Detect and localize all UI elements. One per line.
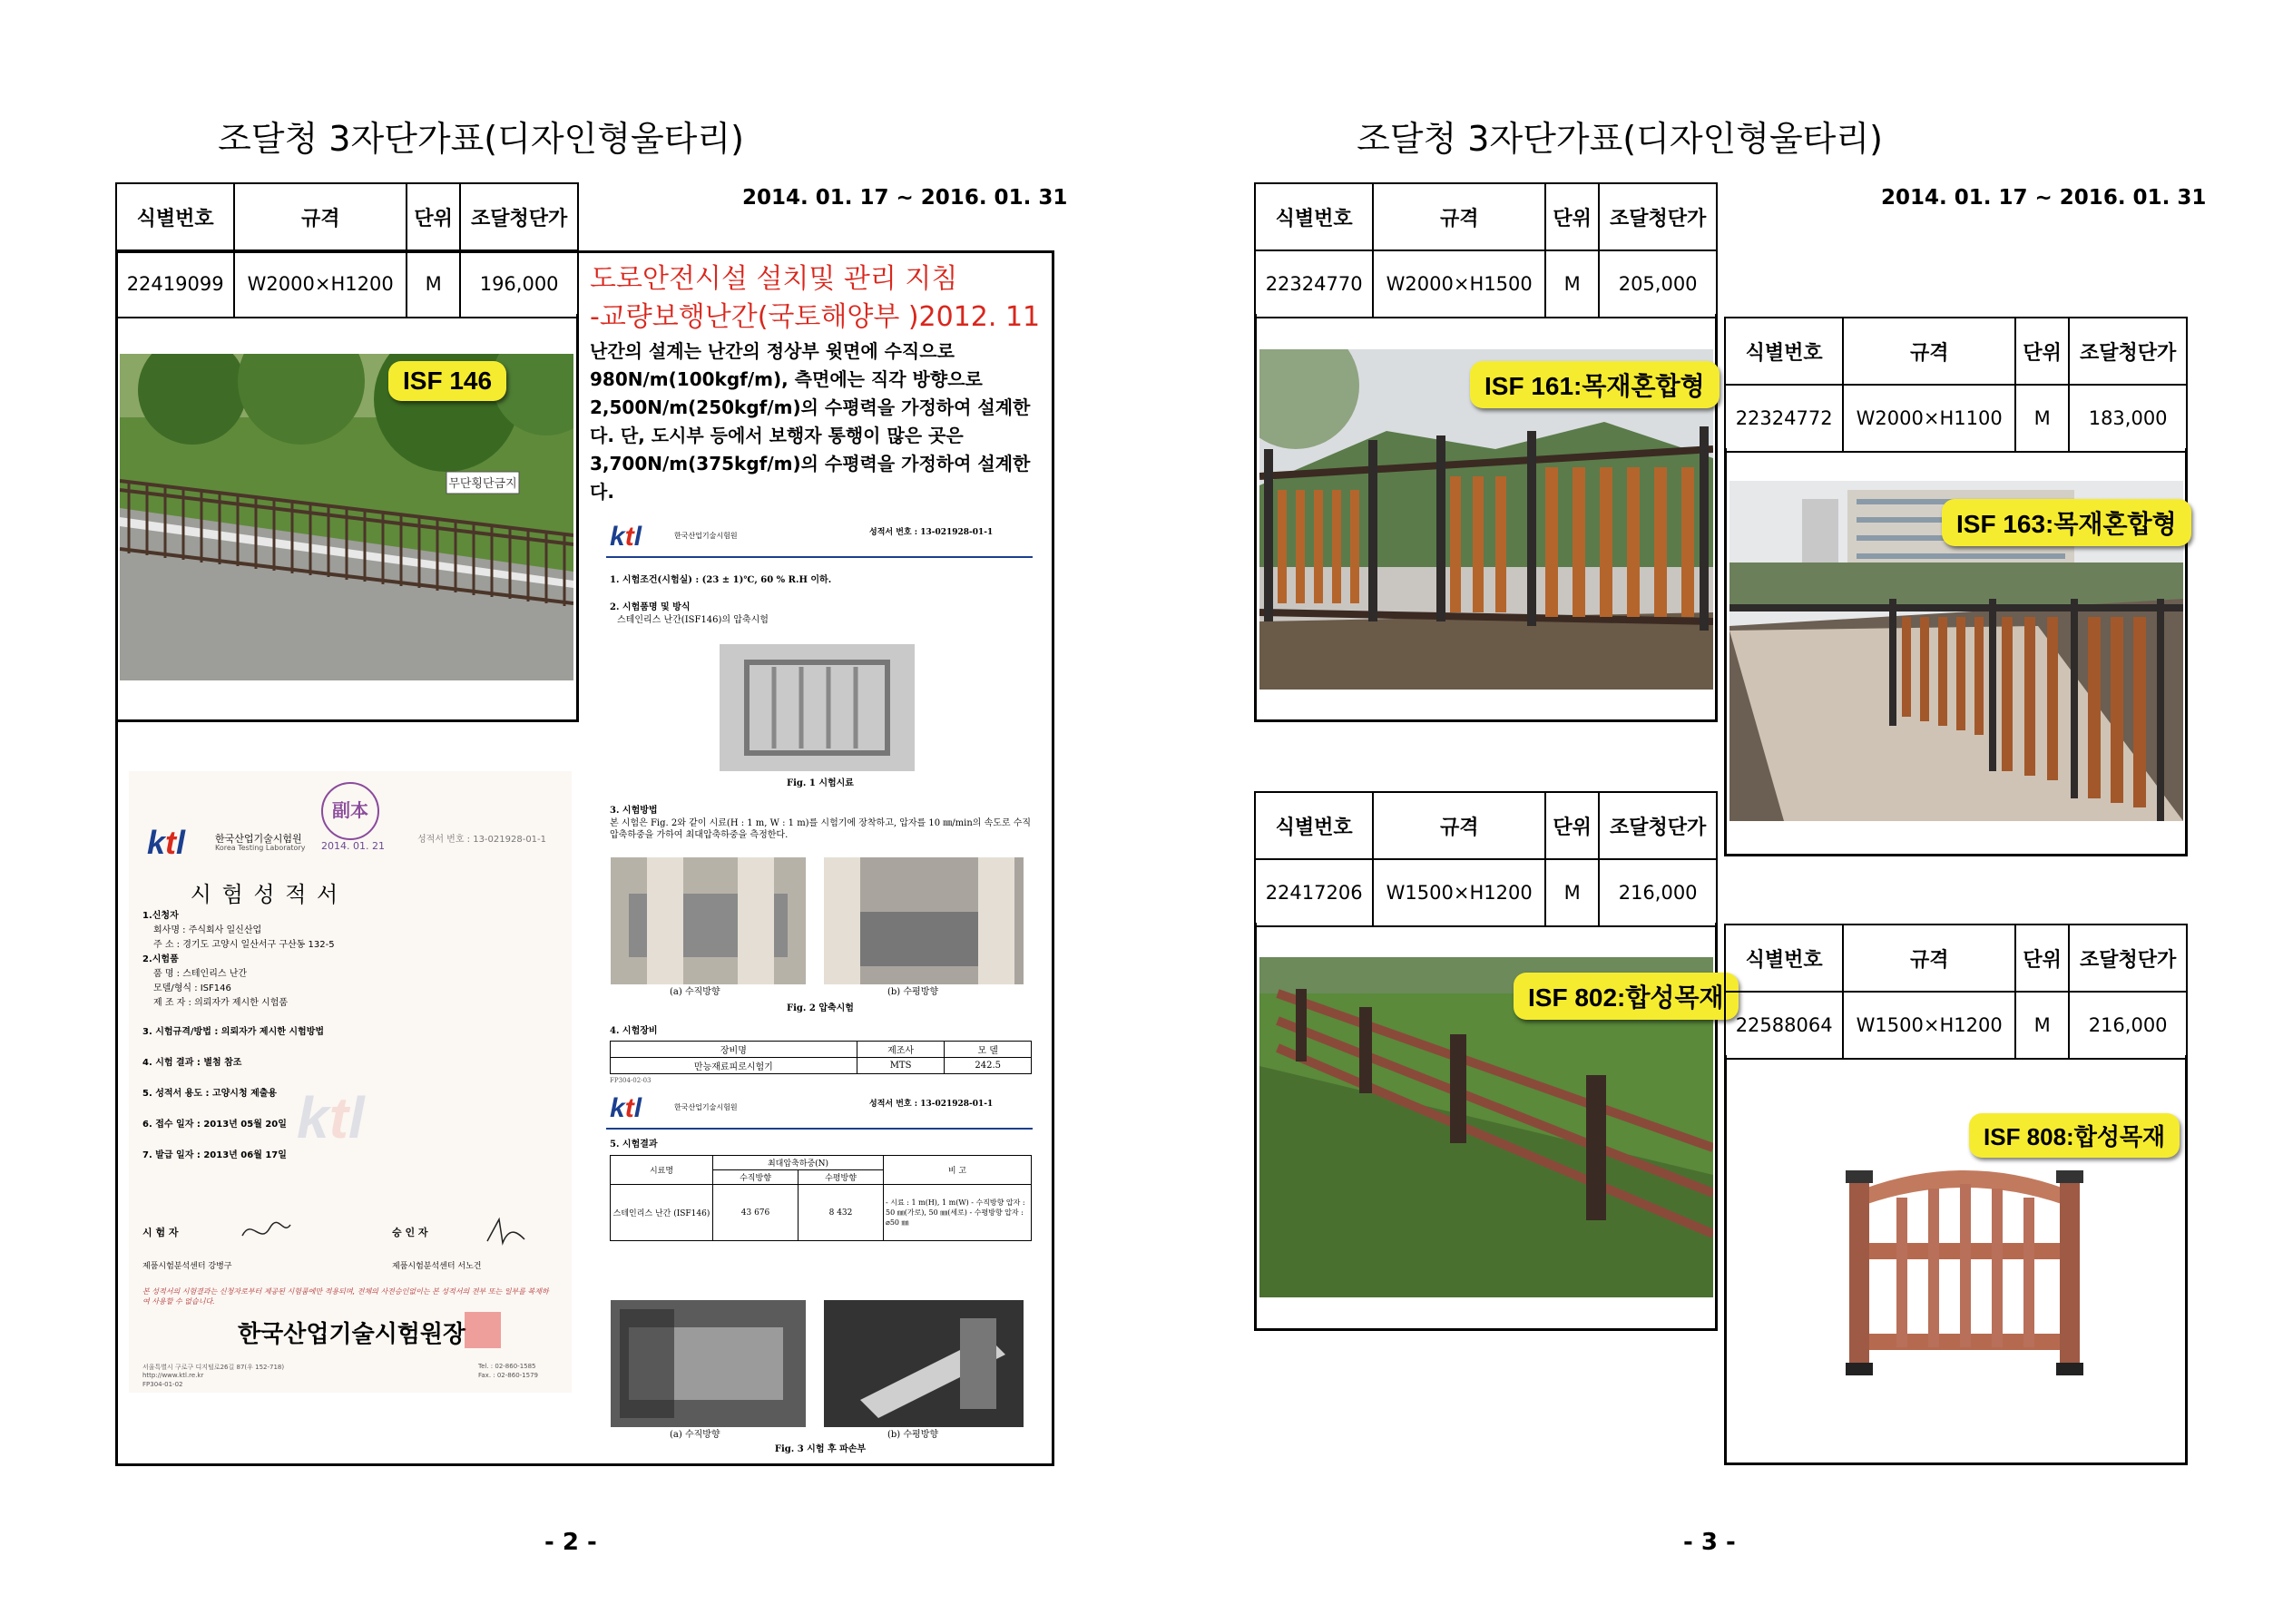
- cert-footer-tel: Tel. : 02-860-1585: [478, 1363, 536, 1370]
- cell-spec: W2000×H1100: [1843, 385, 2015, 452]
- fig1-photo: [720, 644, 915, 771]
- cell-id: 22588064: [1725, 992, 1843, 1059]
- cert-footer-addr: 서울특별시 구로구 디지털로26길 87(우 152-718): [142, 1364, 285, 1371]
- result-cell: 8 432: [799, 1185, 884, 1241]
- cert-item: 5. 성적서 용도 : 고양시청 제출용: [142, 1089, 278, 1099]
- equip-header: 모 델: [945, 1042, 1032, 1058]
- cert-footer-web: http://www.ktl.re.kr: [142, 1372, 204, 1379]
- cert-heading: 시 험 성 적 서: [190, 882, 340, 907]
- cell-unit: M: [1545, 250, 1599, 318]
- cell-id: 22324770: [1255, 250, 1373, 318]
- header-id: 식별번호: [1255, 792, 1373, 859]
- report-no: 성적서 번호 : 13-021928-01-1: [869, 528, 994, 537]
- header-id: 식별번호: [1725, 318, 1843, 385]
- cell-id: 22419099: [116, 250, 234, 318]
- tester-label: 시 험 자: [142, 1227, 179, 1238]
- result-header: 최대압축하중(N): [713, 1156, 884, 1170]
- product-table-161: [1254, 182, 1718, 318]
- cert-item: 품 명 : 스테인리스 난간: [153, 969, 248, 979]
- result-header: 비 고: [884, 1156, 1032, 1185]
- product-table-808: [1724, 924, 2188, 1060]
- cell-unit: M: [1545, 859, 1599, 926]
- cert-item: 4. 시험 결과 : 별첨 참조: [142, 1058, 242, 1068]
- fig1-caption: Fig. 1 시험시료: [787, 778, 854, 788]
- header-spec: 규격: [1373, 183, 1545, 250]
- header-unit: 단위: [2015, 318, 2069, 385]
- cert-signature: 한국산업기술시험원장: [238, 1321, 466, 1348]
- equip-table: [610, 1041, 1032, 1074]
- cert-org-en: Korea Testing Laboratory: [215, 844, 306, 852]
- isf161-label: ISF 161:목재혼합형: [1470, 361, 1720, 408]
- equip-cell: 242.5: [945, 1058, 1032, 1074]
- right-page-title: 조달청 3자단가표(디자인형울타리): [1357, 119, 1883, 159]
- fig3-caption: Fig. 3 시험 후 파손부: [774, 1444, 867, 1454]
- cert-item: 모델/형식 : ISF146: [153, 983, 231, 993]
- ktl-logo: ktl: [610, 522, 642, 552]
- cell-price: 216,000: [1599, 859, 1717, 926]
- equip-cell: 만능재료피로시험기: [611, 1058, 857, 1074]
- guideline-title-2: -교량보행난간(국토해양부 )2012. 11: [590, 301, 1041, 333]
- result-cell: 43 676: [713, 1185, 799, 1241]
- cert-footer-fax: Fax. : 02-860-1579: [478, 1372, 538, 1379]
- header-unit: 단위: [407, 183, 460, 250]
- fig2a-photo: [611, 857, 806, 984]
- header-spec: 규격: [1843, 318, 2015, 385]
- cell-unit: M: [2015, 992, 2069, 1059]
- cert-item: 1.신청자: [142, 911, 179, 921]
- result-header: 시료명: [611, 1156, 713, 1185]
- header-price: 조달청단가: [2069, 925, 2187, 992]
- cert-item: 3. 시험규격/방법 : 의뢰자가 제시한 시험방법: [142, 1027, 325, 1037]
- cell-spec: W2000×H1500: [1373, 250, 1545, 318]
- ktl-logo-2: ktl: [610, 1093, 642, 1123]
- header-id: 식별번호: [1255, 183, 1373, 250]
- header-price: 조달청단가: [2069, 318, 2187, 385]
- report-s1: 1. 시험조건(시험실) : (23 ± 1)℃, 60 % R.H 이하.: [610, 575, 832, 585]
- report-no-2: 성적서 번호 : 13-021928-01-1: [869, 1100, 994, 1109]
- left-page-title: 조달청 3자단가표(디자인형울타리): [218, 119, 744, 159]
- header-id: 식별번호: [1725, 925, 1843, 992]
- header-spec: 규격: [234, 183, 407, 250]
- report-s5: 5. 시험결과: [610, 1140, 658, 1150]
- report-org: 한국산업기술시험원: [674, 532, 738, 540]
- cert-item: 6. 접수 일자 : 2013년 05월 20일: [142, 1120, 287, 1130]
- cell-price: 196,000: [460, 250, 578, 318]
- fig3b-photo: [824, 1300, 1024, 1427]
- cert-org: 한국산업기술시험원: [215, 833, 302, 845]
- report-s2: 2. 시험품명 및 방식: [610, 602, 691, 612]
- cert-items: [142, 909, 406, 1163]
- report-s4: 4. 시험장비: [610, 1026, 658, 1036]
- cell-id: 22324772: [1725, 385, 1843, 452]
- test-report: [597, 513, 1044, 1456]
- fig3a-caption: (a) 수직방향: [670, 1430, 720, 1440]
- cert-item: 회사명 : 주식회사 일신산업: [153, 925, 262, 935]
- cell-unit: M: [407, 250, 460, 318]
- official-seal: [465, 1312, 501, 1348]
- right-page-number: - 3 -: [1683, 1529, 1736, 1556]
- isf808-product-image: [1842, 1161, 2087, 1379]
- guideline-body: 난간의 설계는 난간의 정상부 윗면에 수직으로 980N/m(100kgf/m), 측면에는 직각 방향으로 2,500N/m(250kgf/m)의 수평력을 가정하여 설계한다. 단, 도시부 등에서 보행자 통행이 많은 곳은 3,700N/m(375kgf/m)의 수평력을 가정하여 설계한다.: [590, 340, 1031, 503]
- cert-item: 제 조 자 : 의뢰자가 제시한 시험품: [153, 998, 289, 1008]
- approver-label: 승 인 자: [392, 1227, 428, 1238]
- header-unit: 단위: [2015, 925, 2069, 992]
- guideline-title-1: 도로안전시설 설치및 관리 지침: [590, 263, 958, 295]
- report-org-2: 한국산업기술시험원: [674, 1103, 738, 1111]
- stamp-date: 2014. 01. 21: [321, 840, 385, 852]
- cell-id: 22417206: [1255, 859, 1373, 926]
- result-cell: 스테인리스 난간 (ISF146): [611, 1185, 713, 1241]
- header-price: 조달청단가: [1599, 792, 1717, 859]
- ktl-logo: ktl: [147, 824, 186, 861]
- header-unit: 단위: [1545, 792, 1599, 859]
- product-table-802: [1254, 791, 1718, 927]
- tester-signature: [238, 1218, 292, 1245]
- isf146-label: ISF 146: [388, 361, 506, 401]
- fig2a-caption: (a) 수직방향: [670, 987, 720, 997]
- result-notes: - 시료 : 1 m(H), 1 m(W) - 수직방향 압자 : 50 ㎜(가로), 50 ㎜(세로) - 수평방향 압자 : ⌀50 ㎜: [884, 1185, 1032, 1241]
- cell-unit: M: [2015, 385, 2069, 452]
- isf146-photo: [120, 354, 573, 680]
- left-page-number: - 2 -: [544, 1529, 597, 1556]
- report-s3: 3. 시험방법: [610, 806, 658, 816]
- ktl-watermark: ktl: [297, 1085, 365, 1150]
- cert-report-no: 성적서 번호 : 13-021928-01-1: [417, 835, 547, 845]
- cell-spec: W2000×H1200: [234, 250, 407, 318]
- equip-header: 제조사: [857, 1042, 945, 1058]
- test-certificate: [129, 771, 572, 1393]
- tester-name: 제품시험분석센터 강병구: [142, 1262, 232, 1271]
- isf802-label: ISF 802:합성목재: [1514, 973, 1739, 1020]
- fig3a-photo: [611, 1300, 806, 1427]
- fig2-caption: Fig. 2 압축시험: [787, 1003, 854, 1013]
- cell-price: 183,000: [2069, 385, 2187, 452]
- product-table-163: [1724, 317, 2188, 453]
- cert-item: 7. 발급 일자 : 2013년 06월 17일: [142, 1150, 287, 1160]
- result-subheader: 수직방향: [713, 1170, 799, 1185]
- header-spec: 규격: [1373, 792, 1545, 859]
- equip-header: 장비명: [611, 1042, 857, 1058]
- cell-spec: W1500×H1200: [1373, 859, 1545, 926]
- left-date-range: 2014. 01. 17 ~ 2016. 01. 31: [742, 186, 1068, 210]
- fig2b-photo: [824, 857, 1024, 984]
- approver-signature: [483, 1216, 528, 1247]
- cert-item: 주 소 : 경기도 고양시 일산서구 구산동 132-5: [153, 940, 335, 950]
- isf163-label: ISF 163:목재혼합형: [1942, 499, 2191, 546]
- report-s3-body: 본 시험은 Fig. 2와 같이 시료(H : 1 m, W : 1 m)를 시험기에 장착하고, 압자를 10 ㎜/min의 속도로 수직압축하중을 가하여 최대압축하중을 측정한다.: [610, 818, 1032, 840]
- cell-spec: W1500×H1200: [1843, 992, 2015, 1059]
- cert-footer-form: FP304-01-02: [142, 1381, 183, 1388]
- header-price: 조달청단가: [460, 183, 578, 250]
- report-s2-sub: 스테인리스 난간(ISF146)의 압축시험: [617, 615, 769, 625]
- report-rule-2: [606, 1128, 1033, 1130]
- header-id: 식별번호: [116, 183, 234, 250]
- header-spec: 규격: [1843, 925, 2015, 992]
- header-unit: 단위: [1545, 183, 1599, 250]
- copy-stamp: 副本: [321, 782, 379, 840]
- cert-notice: 본 성적서의 시험결과는 신청자로부터 제공된 시험품에만 적용되며, 전체의 사전승인없이는 본 성적서의 전부 또는 일부를 복제하여 사용할 수 없습니다.: [142, 1287, 549, 1306]
- cert-item: 2.시험품: [142, 954, 179, 964]
- sign-text: 무단횡단금지: [448, 477, 517, 491]
- isf808-label: ISF 808:합성목재: [1969, 1113, 2180, 1158]
- equip-cell: MTS: [857, 1058, 945, 1074]
- fig2b-caption: (b) 수평방향: [887, 987, 939, 997]
- cell-price: 216,000: [2069, 992, 2187, 1059]
- approver-name: 제품시험분석센터 서노건: [392, 1262, 482, 1271]
- result-subheader: 수평방향: [799, 1170, 884, 1185]
- report-rule: [606, 556, 1033, 558]
- cell-price: 205,000: [1599, 250, 1717, 318]
- result-table: [610, 1155, 1032, 1241]
- header-price: 조달청단가: [1599, 183, 1717, 250]
- report-form: FP304-02-03: [610, 1077, 652, 1084]
- fig3b-caption: (b) 수평방향: [887, 1430, 939, 1440]
- right-date-range: 2014. 01. 17 ~ 2016. 01. 31: [1881, 186, 2207, 210]
